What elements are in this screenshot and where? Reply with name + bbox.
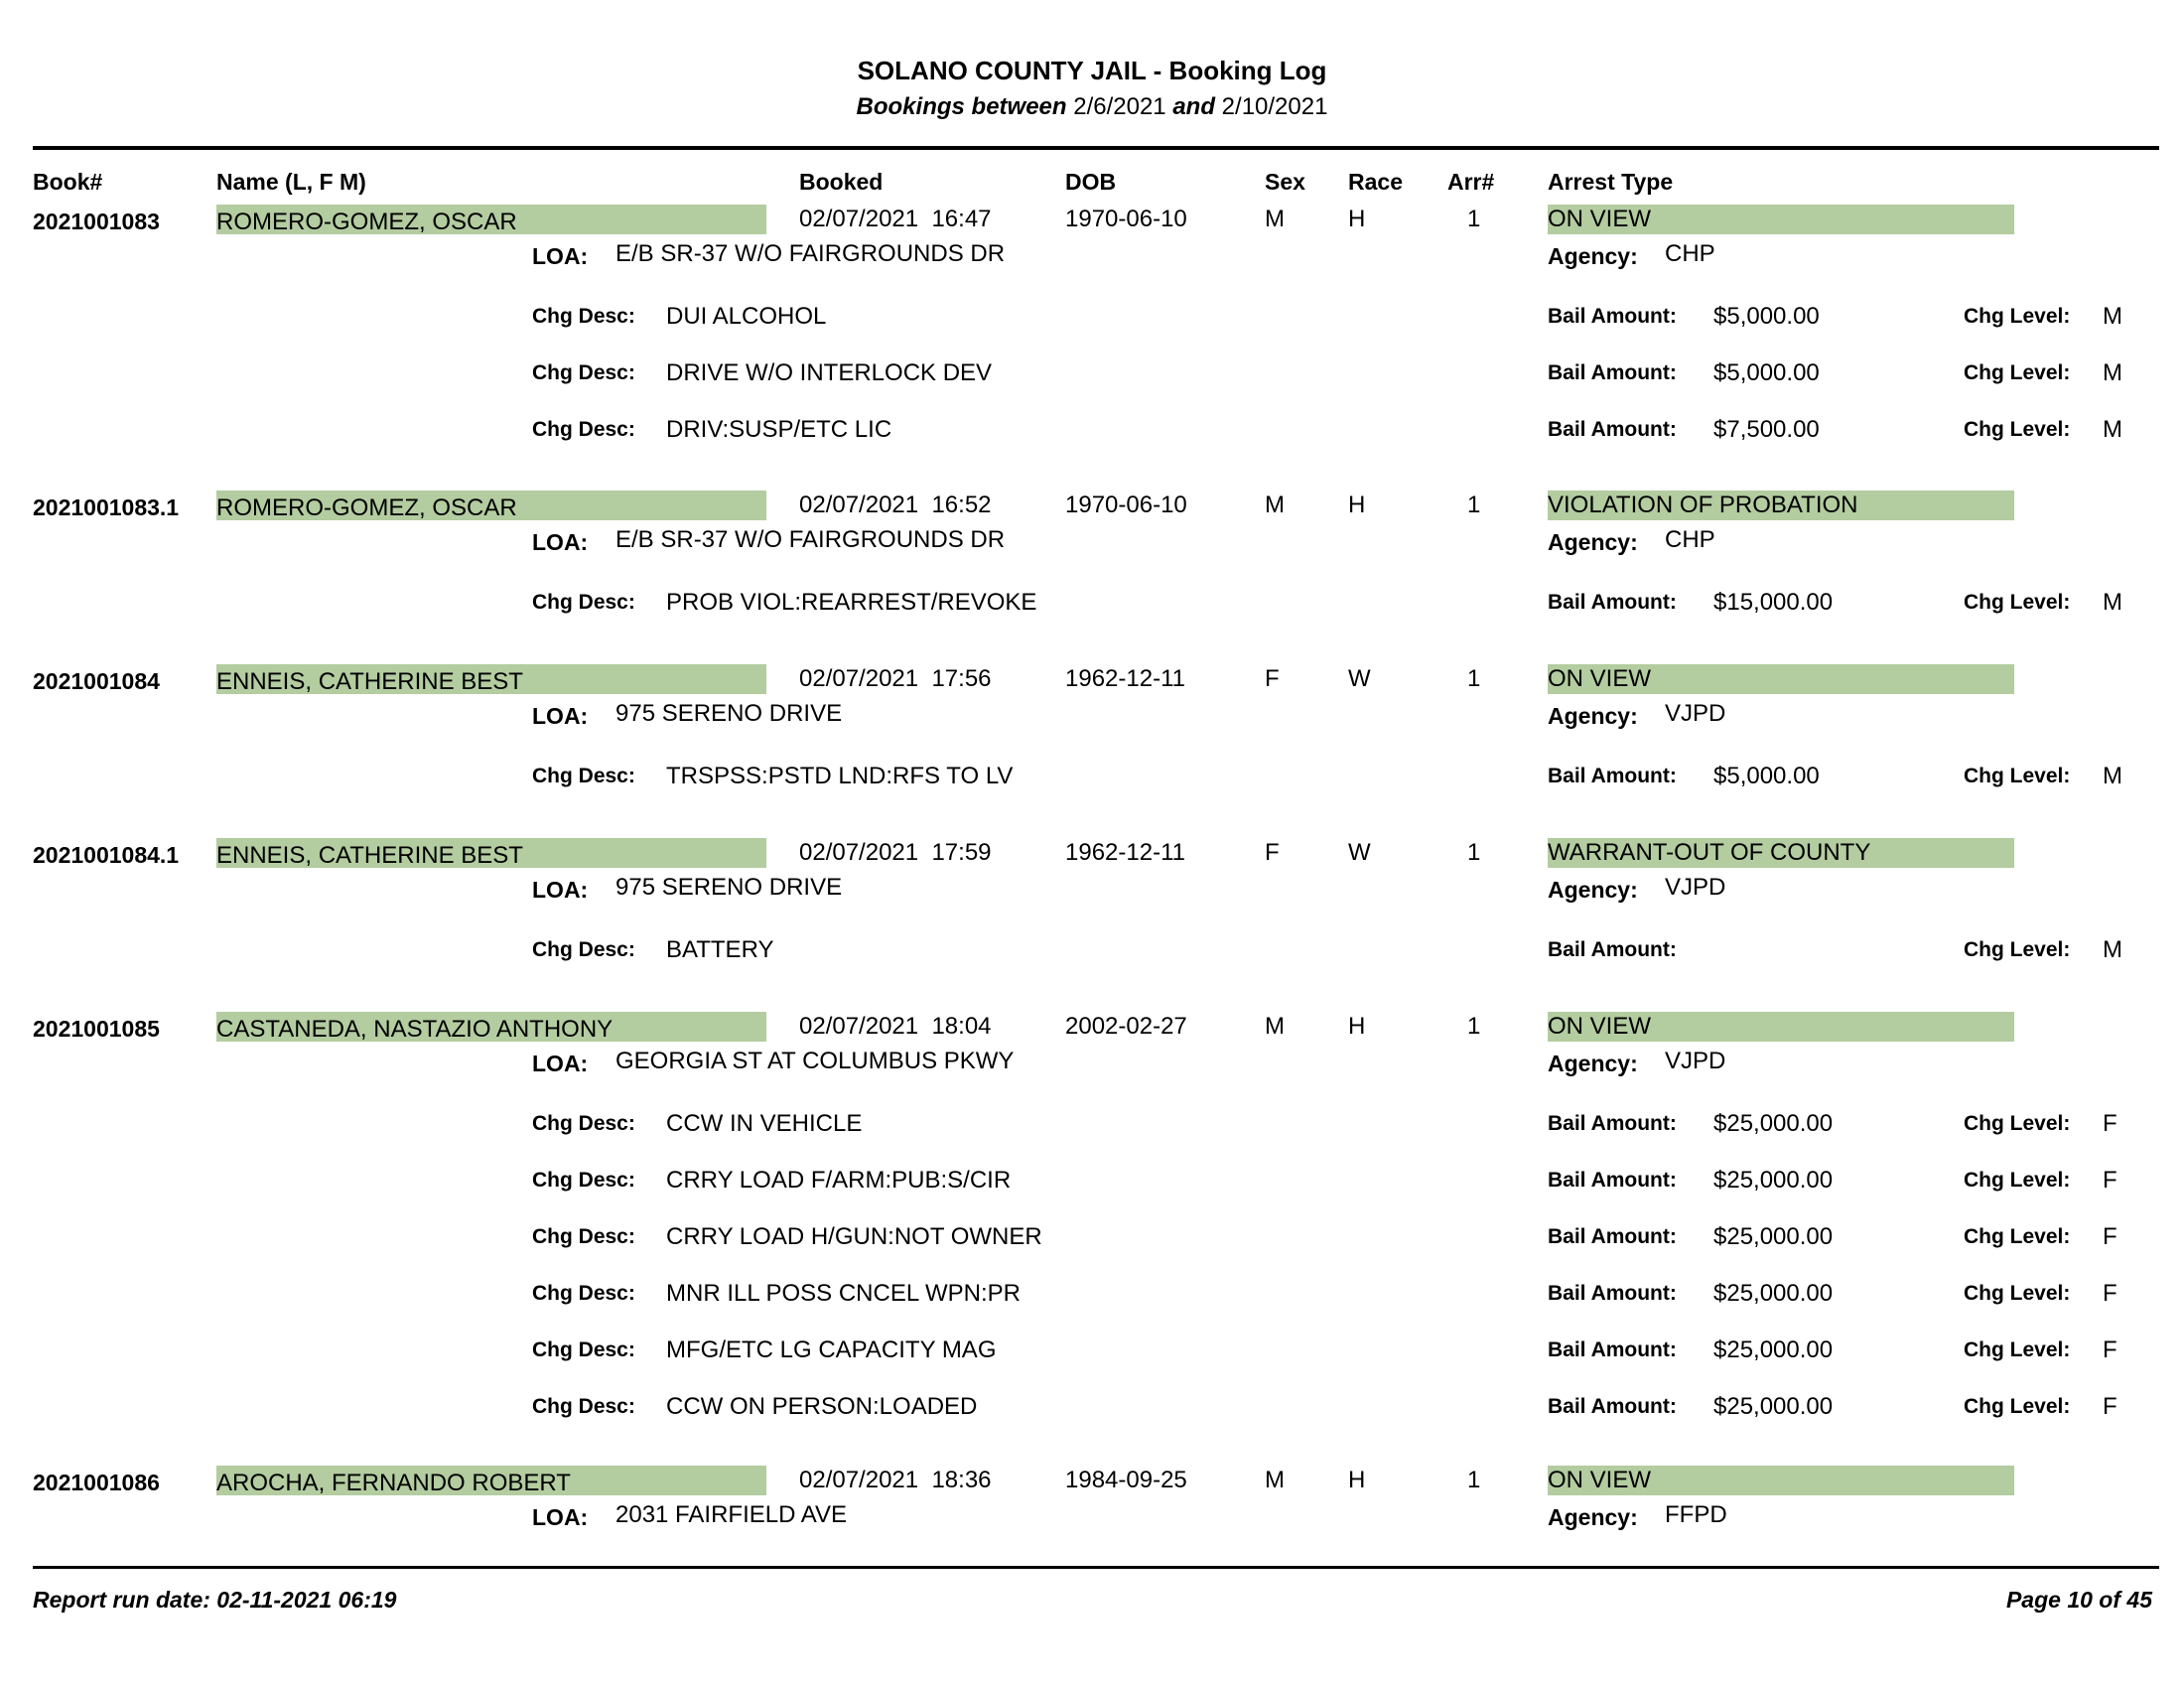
charge-level-label: Chg Level:: [1964, 765, 2071, 787]
charge-level-label: Chg Level:: [1964, 1395, 2071, 1418]
arrest-type: ON VIEW: [1548, 1013, 1652, 1040]
footer-divider: [33, 1566, 2159, 1569]
charge-desc: DRIV:SUSP/ETC LIC: [666, 416, 892, 443]
bail-amount-label: Bail Amount:: [1548, 418, 1677, 441]
arrest-type: ON VIEW: [1548, 665, 1652, 692]
charge-desc-label: Chg Desc:: [532, 305, 635, 328]
charge-desc: TRSPSS:PSTD LND:RFS TO LV: [666, 763, 1014, 789]
booked-datetime: 02/07/2021 17:59: [799, 839, 992, 866]
arrest-type: WARRANT-OUT OF COUNTY: [1548, 839, 1871, 866]
bail-amount: $15,000.00: [1713, 589, 1834, 616]
charge-desc: DRIVE W/O INTERLOCK DEV: [666, 359, 993, 386]
bail-amount: $25,000.00: [1713, 1223, 1834, 1250]
agency-value: CHP: [1665, 240, 1715, 267]
agency-value: VJPD: [1665, 874, 1726, 901]
booked-datetime: 02/07/2021 17:56: [799, 665, 992, 692]
bail-amount-label: Bail Amount:: [1548, 765, 1677, 787]
charge-level-label: Chg Level:: [1964, 1282, 2071, 1305]
book-number: 2021001084.1: [33, 842, 180, 868]
charge-level: F: [2103, 1336, 2117, 1363]
charge-desc-label: Chg Desc:: [532, 591, 635, 614]
sex: F: [1265, 665, 1280, 692]
charge-level-label: Chg Level:: [1964, 1225, 2071, 1248]
charge-level: M: [2103, 359, 2122, 386]
arrest-type: VIOLATION OF PROBATION: [1548, 492, 1858, 518]
bail-amount-label: Bail Amount:: [1548, 305, 1677, 328]
bail-amount-label: Bail Amount:: [1548, 591, 1677, 614]
charge-desc-label: Chg Desc:: [532, 1282, 635, 1305]
agency-label: Agency:: [1548, 243, 1638, 269]
loa-value: 2031 FAIRFIELD AVE: [615, 1501, 848, 1528]
bail-amount-label: Bail Amount:: [1548, 1169, 1677, 1192]
charge-level: F: [2103, 1393, 2117, 1420]
bail-amount: $25,000.00: [1713, 1110, 1834, 1137]
bail-amount-label: Bail Amount:: [1548, 1338, 1677, 1361]
book-number: 2021001085: [33, 1016, 160, 1042]
inmate-name: ROMERO-GOMEZ, OSCAR: [216, 494, 517, 521]
loa-label: LOA:: [532, 1504, 589, 1530]
race: W: [1348, 839, 1371, 866]
charge-desc-label: Chg Desc:: [532, 938, 635, 961]
dob: 1970-06-10: [1065, 206, 1187, 232]
bail-amount: $25,000.00: [1713, 1167, 1834, 1194]
sex: M: [1265, 492, 1285, 518]
race: H: [1348, 1013, 1366, 1040]
book-number: 2021001084: [33, 668, 160, 694]
charge-level: M: [2103, 589, 2122, 616]
agency-label: Agency:: [1548, 703, 1638, 729]
book-number: 2021001083: [33, 209, 160, 234]
agency-value: FFPD: [1665, 1501, 1727, 1528]
charge-level: F: [2103, 1110, 2117, 1137]
charge-level-label: Chg Level:: [1964, 591, 2071, 614]
page-number: Page 10 of 45: [2005, 1587, 2152, 1613]
dob: 1962-12-11: [1065, 665, 1185, 692]
charge-desc: CRRY LOAD H/GUN:NOT OWNER: [666, 1223, 1042, 1250]
charge-desc: MNR ILL POSS CNCEL WPN:PR: [666, 1280, 1021, 1307]
charge-desc-label: Chg Desc:: [532, 765, 635, 787]
charge-desc-label: Chg Desc:: [532, 1112, 635, 1135]
charge-level: F: [2103, 1167, 2117, 1194]
arrest-number: 1: [1467, 1013, 1481, 1040]
date-range-to: 2/10/2021: [1221, 93, 1328, 120]
arrest-type: ON VIEW: [1548, 1467, 1652, 1493]
date-range-and: and: [1172, 93, 1215, 120]
col-book: Book#: [33, 169, 103, 195]
booking-record: [0, 839, 2184, 963]
dob: 1962-12-11: [1065, 839, 1185, 866]
bail-amount: $25,000.00: [1713, 1336, 1834, 1363]
booking-record: [0, 1013, 2184, 1420]
inmate-name: ROMERO-GOMEZ, OSCAR: [216, 209, 517, 235]
bail-amount-label: Bail Amount:: [1548, 1282, 1677, 1305]
sex: M: [1265, 206, 1285, 232]
race: H: [1348, 1467, 1366, 1493]
report-date-range: [0, 93, 2184, 121]
booking-record: [0, 492, 2184, 616]
charge-level: M: [2103, 416, 2122, 443]
loa-value: 975 SERENO DRIVE: [615, 874, 843, 901]
inmate-name: ENNEIS, CATHERINE BEST: [216, 668, 523, 695]
charge-desc: CCW IN VEHICLE: [666, 1110, 863, 1137]
bail-amount: $7,500.00: [1713, 416, 1820, 443]
charge-desc: CRRY LOAD F/ARM:PUB:S/CIR: [666, 1167, 1012, 1194]
booking-record: [0, 1467, 2184, 1530]
charge-level: M: [2103, 936, 2122, 963]
charge-desc-label: Chg Desc:: [532, 1395, 635, 1418]
date-range-from: 2/6/2021: [1073, 93, 1166, 120]
report-title: SOLANO COUNTY JAIL - Booking Log: [857, 56, 1327, 85]
bail-amount-label: Bail Amount:: [1548, 938, 1677, 961]
race: W: [1348, 665, 1371, 692]
bail-amount: $5,000.00: [1713, 763, 1820, 789]
agency-label: Agency:: [1548, 1504, 1638, 1530]
booked-datetime: 02/07/2021 18:04: [799, 1013, 992, 1040]
dob: 1970-06-10: [1065, 492, 1187, 518]
bail-amount: $25,000.00: [1713, 1280, 1834, 1307]
charge-level: F: [2103, 1223, 2117, 1250]
bail-amount: $5,000.00: [1713, 303, 1820, 330]
sex: F: [1265, 839, 1280, 866]
charge-level-label: Chg Level:: [1964, 418, 2071, 441]
arrest-number: 1: [1467, 492, 1481, 518]
col-race: Race: [1348, 169, 1403, 195]
booked-datetime: 02/07/2021 16:52: [799, 492, 992, 518]
bail-amount-label: Bail Amount:: [1548, 1395, 1677, 1418]
book-number: 2021001086: [33, 1470, 160, 1495]
loa-value: GEORGIA ST AT COLUMBUS PKWY: [615, 1048, 1015, 1074]
loa-label: LOA:: [532, 529, 589, 555]
charge-level-label: Chg Level:: [1964, 361, 2071, 384]
agency-value: CHP: [1665, 526, 1715, 553]
charge-desc-label: Chg Desc:: [532, 361, 635, 384]
charge-level: M: [2103, 303, 2122, 330]
booking-record: [0, 665, 2184, 789]
charge-desc: BATTERY: [666, 936, 774, 963]
loa-value: E/B SR-37 W/O FAIRGROUNDS DR: [615, 526, 1006, 553]
charge-level: M: [2103, 763, 2122, 789]
col-name: Name (L, F M): [216, 169, 366, 195]
loa-value: E/B SR-37 W/O FAIRGROUNDS DR: [615, 240, 1006, 267]
charge-level-label: Chg Level:: [1964, 1338, 2071, 1361]
inmate-name: ENNEIS, CATHERINE BEST: [216, 842, 523, 869]
dob: 2002-02-27: [1065, 1013, 1187, 1040]
bail-amount-label: Bail Amount:: [1548, 1112, 1677, 1135]
charge-desc: DUI ALCOHOL: [666, 303, 827, 330]
arrest-number: 1: [1467, 665, 1481, 692]
sex: M: [1265, 1013, 1285, 1040]
loa-value: 975 SERENO DRIVE: [615, 700, 843, 727]
loa-label: LOA:: [532, 243, 589, 269]
charge-desc-label: Chg Desc:: [532, 1169, 635, 1192]
loa-label: LOA:: [532, 703, 589, 729]
dob: 1984-09-25: [1065, 1467, 1187, 1493]
race: H: [1348, 492, 1366, 518]
agency-value: VJPD: [1665, 700, 1726, 727]
arrest-number: 1: [1467, 1467, 1481, 1493]
arrest-type: ON VIEW: [1548, 206, 1652, 232]
sex: M: [1265, 1467, 1285, 1493]
col-dob: DOB: [1065, 169, 1117, 195]
charge-level-label: Chg Level:: [1964, 305, 2071, 328]
col-arrest-type: Arrest Type: [1548, 169, 1674, 195]
charge-desc: MFG/ETC LG CAPACITY MAG: [666, 1336, 997, 1363]
charge-desc-label: Chg Desc:: [532, 1225, 635, 1248]
book-number: 2021001083.1: [33, 494, 180, 520]
col-sex: Sex: [1265, 169, 1305, 195]
charge-desc: CCW ON PERSON:LOADED: [666, 1393, 978, 1420]
col-booked: Booked: [799, 169, 884, 195]
charge-desc-label: Chg Desc:: [532, 1338, 635, 1361]
inmate-name: CASTANEDA, NASTAZIO ANTHONY: [216, 1016, 614, 1043]
charge-level-label: Chg Level:: [1964, 1112, 2071, 1135]
date-range-prefix: Bookings between: [856, 93, 1067, 120]
agency-label: Agency:: [1548, 529, 1638, 555]
bail-amount-label: Bail Amount:: [1548, 361, 1677, 384]
agency-value: VJPD: [1665, 1048, 1726, 1074]
header-divider: [33, 146, 2159, 150]
charge-level: F: [2103, 1280, 2117, 1307]
report-run-date: Report run date: 02-11-2021 06:19: [33, 1587, 397, 1613]
booked-datetime: 02/07/2021 16:47: [799, 206, 992, 232]
loa-label: LOA:: [532, 1051, 589, 1076]
bail-amount-label: Bail Amount:: [1548, 1225, 1677, 1248]
booked-datetime: 02/07/2021 18:36: [799, 1467, 992, 1493]
inmate-name: AROCHA, FERNANDO ROBERT: [216, 1470, 571, 1496]
charge-level-label: Chg Level:: [1964, 1169, 2071, 1192]
charge-desc: PROB VIOL:REARREST/REVOKE: [666, 589, 1037, 616]
loa-label: LOA:: [532, 877, 589, 903]
agency-label: Agency:: [1548, 1051, 1638, 1076]
bail-amount: $25,000.00: [1713, 1393, 1834, 1420]
charge-level-label: Chg Level:: [1964, 938, 2071, 961]
charge-desc-label: Chg Desc:: [532, 418, 635, 441]
col-arr: Arr#: [1447, 169, 1495, 195]
booking-record: [0, 206, 2184, 443]
arrest-number: 1: [1467, 839, 1481, 866]
agency-label: Agency:: [1548, 877, 1638, 903]
race: H: [1348, 206, 1366, 232]
bail-amount: $5,000.00: [1713, 359, 1820, 386]
arrest-number: 1: [1467, 206, 1481, 232]
